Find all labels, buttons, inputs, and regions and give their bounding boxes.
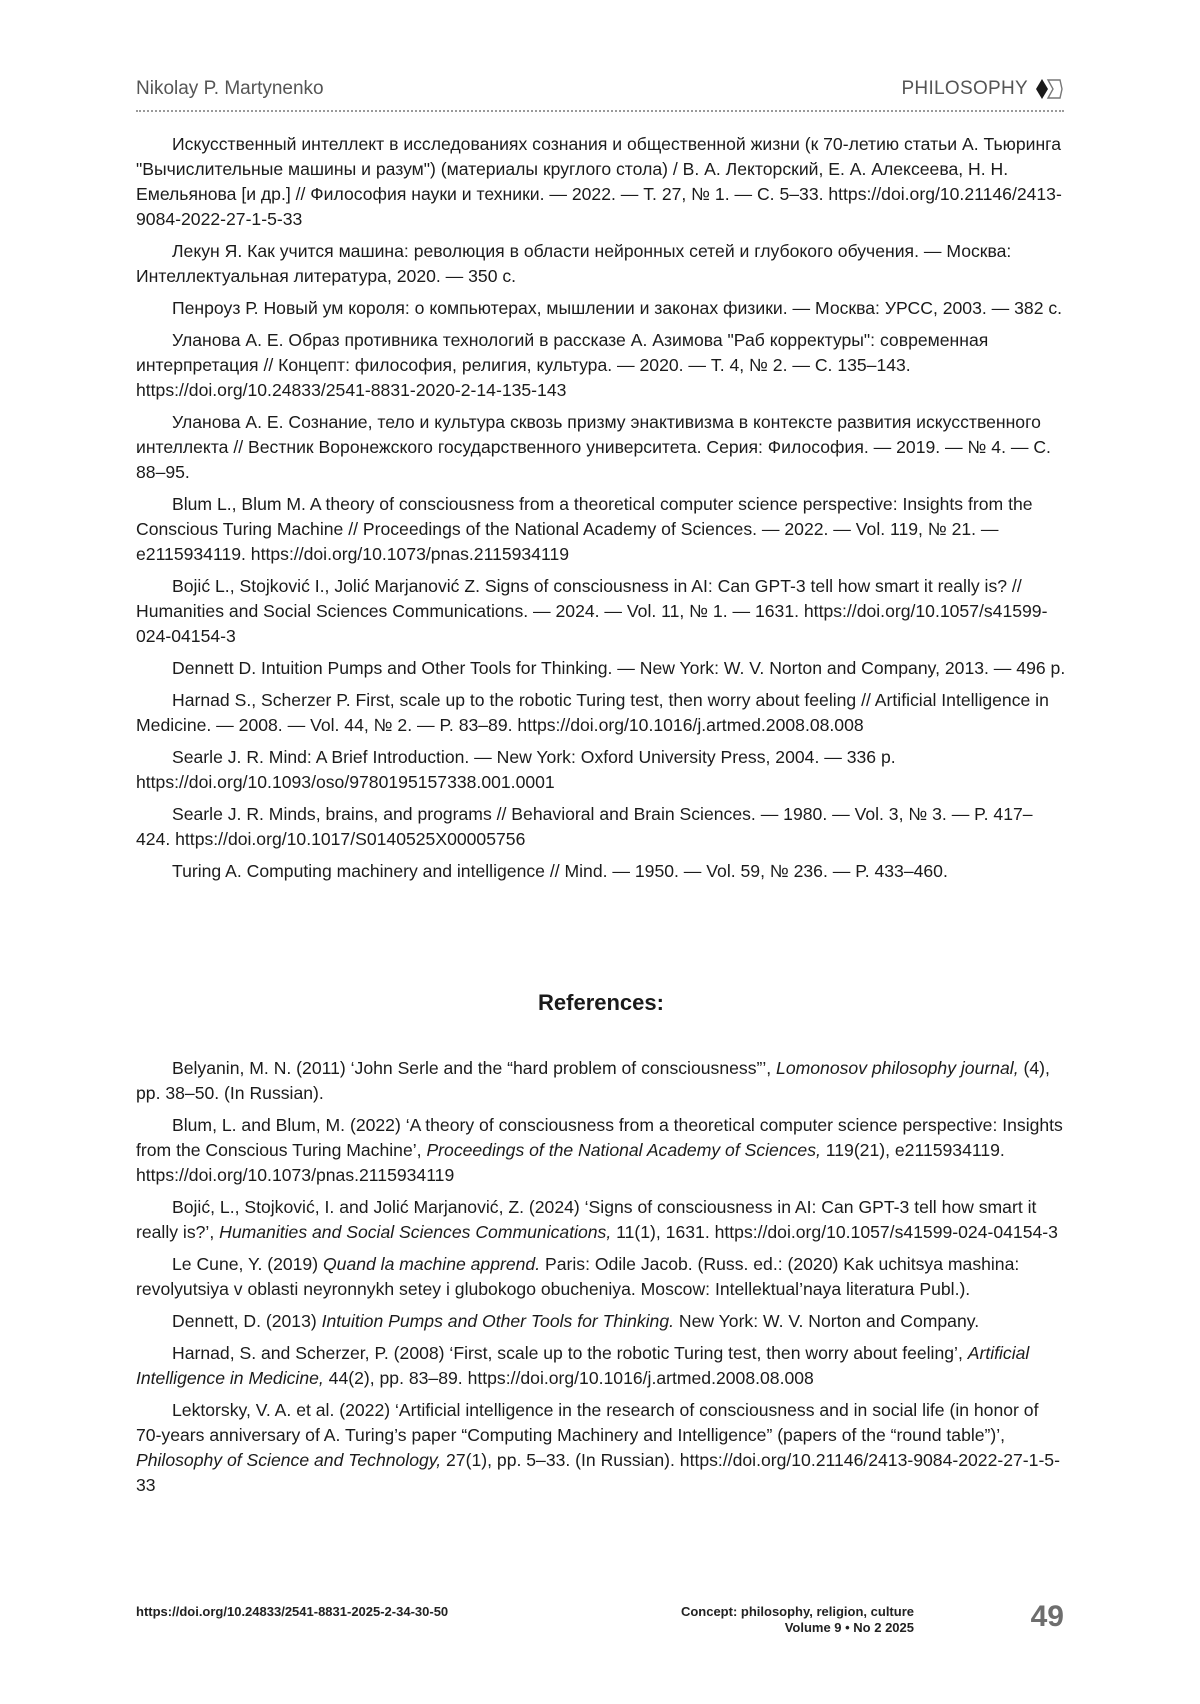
reference-item: Bojić, L., Stojković, I. and Jolić Marjanović, Z. (2024) ‘Signs of consciousness in AI: Can GPT-3 tell how smart it really is?’, Humanities and Social Sciences Communications, 11(1), 1631. https://doi.org/10.1057/s41599-024-04154-3	[136, 1197, 1058, 1242]
journal-issue: Volume 9 • No 2 2025	[784, 1620, 914, 1635]
reference-item: Dennett D. Intuition Pumps and Other Tools for Thinking. — New York: W. V. Norton and Company, 2013. — 496 p.	[172, 658, 1066, 678]
reference-item: Blum L., Blum M. A theory of consciousness from a theoretical computer science perspective: Insights from the Conscious Turing Machine // Proceedings of the National Academy of Sciences. — 2022. — Vol. 119, № 21. — e2115934119. https://doi.org/10.1073/pnas.2115934119	[136, 494, 1033, 564]
section-diamond-icon	[1034, 78, 1064, 100]
reference-item: Уланова А. Е. Образ противника технологий в рассказе А. Азимова "Раб корректуры": современная интерпретация // Концепт: философия, религия, культура. — 2020. — Т. 4, № 2. — С. 135–143. https://doi.org/10.24833/2541-8831-2020-2-14-135-143	[136, 330, 989, 400]
running-header	[136, 74, 1064, 112]
section-title: PHILOSOPHY	[901, 78, 1028, 99]
article-doi: https://doi.org/10.24833/2541-8831-2025-2-34-30-50	[136, 1604, 449, 1619]
reference-item: Dennett, D. (2013) Intuition Pumps and Other Tools for Thinking. New York: W. V. Norton and Company.	[172, 1311, 980, 1331]
reference-item: Lektorsky, V. A. et al. (2022) ‘Artificial intelligence in the research of consciousness and in social life (in honor of 70-years anniversary of A. Turing’s paper “Computing Machinery and Intelligence” (papers of the “round table”)’, Philosophy of Science and Technology, 27(1), pp. 5–33. (In Russian). https://doi.org/10.21146/2413-9084-2022-27-1-5-33	[136, 1400, 1060, 1495]
reference-item: Le Cune, Y. (2019) Quand la machine apprend. Paris: Odile Jacob. (Russ. ed.: (2020) Kak uchitsya mashina: revolyutsiya v oblasti neyronnykh setey i glubokogo obucheniya. Moscow: Intellektual’naya literatura Publ.).	[136, 1254, 1020, 1299]
page-number: 49	[1030, 1600, 1064, 1633]
journal-title: Concept: philosophy, religion, culture	[680, 1604, 914, 1619]
journal-info	[681, 1604, 914, 1636]
reference-item: Turing A. Computing machinery and intelligence // Mind. — 1950. — Vol. 59, № 236. — P. 433–460.	[172, 861, 948, 881]
references-heading: References:	[538, 990, 664, 1015]
reference-list-english	[136, 1056, 1066, 1505]
reference-item: Пенроуз Р. Новый ум короля: о компьютерах, мышлении и законах физики. — Москва: УРСС, 2003. — 382 с.	[172, 298, 1063, 318]
page-footer	[136, 1600, 1064, 1644]
reference-item: Harnad S., Scherzer P. First, scale up to the robotic Turing test, then worry about feeling // Artificial Intelligence in Medicine. — 2008. — Vol. 44, № 2. — P. 83–89. https://doi.org/10.1016/j.artmed.2008.08.008	[136, 690, 1049, 735]
reference-item: Blum, L. and Blum, M. (2022) ‘A theory of consciousness from a theoretical computer science perspective: Insights from the Conscious Turing Machine’, Proceedings of the National Academy of Sciences, 119(21), e2115934119. https://doi.org/10.1073/pnas.2115934119	[136, 1115, 1063, 1185]
reference-item: Harnad, S. and Scherzer, P. (2008) ‘First, scale up to the robotic Turing test, then worry about feeling’, Artificial Intelligence in Medicine, 44(2), pp. 83–89. https://doi.org/10.1016/j.artmed.2008.08.008	[136, 1343, 1030, 1388]
reference-item: Belyanin, M. N. (2011) ‘John Serle and the “hard problem of consciousness”’, Lomonosov philosophy journal, (4), pp. 38–50. (In Russian).	[136, 1058, 1050, 1103]
reference-list-russian	[136, 132, 1066, 891]
running-section	[901, 78, 1064, 100]
reference-item: Искусственный интеллект в исследованиях сознания и общественной жизни (к 70-летию статьи А. Тьюринга "Вычислительные машины и разум") (материалы круглого стола) / В. А. Лекторский, Е. А. Алексеева, Н. Н. Емельянова [и др.] // Философия науки и техники. — 2022. — Т. 27, № 1. — С. 5–33. https://doi.org/10.21146/2413-9084-2022-27-1-5-33	[136, 134, 1062, 229]
reference-item: Searle J. R. Minds, brains, and programs // Behavioral and Brain Sciences. — 1980. — Vol. 3, № 3. — P. 417–424. https://doi.org/10.1017/S0140525X00005756	[136, 804, 1033, 849]
reference-item: Bojić L., Stojković I., Jolić Marjanović Z. Signs of consciousness in AI: Can GPT-3 tell how smart it really is? // Humanities and Social Sciences Communications. — 2024. — Vol. 11, № 1. — 1631. https://doi.org/10.1057/s41599-024-04154-3	[136, 576, 1048, 646]
running-author: Nikolay P. Martynenko	[136, 78, 324, 99]
reference-item: Уланова А. Е. Сознание, тело и культура сквозь призму энактивизма в контексте развития искусственного интеллекта // Вестник Воронежского государственного университета. Серия: Философия. — 2019. — № 4. — С. 88–95.	[136, 412, 1051, 482]
reference-item: Searle J. R. Mind: A Brief Introduction. — New York: Oxford University Press, 2004. — 336 p. https://doi.org/10.1093/oso/9780195157338.001.0001	[136, 747, 896, 792]
reference-item: Лекун Я. Как учится машина: революция в области нейронных сетей и глубокого обучения. — Москва: Интеллектуальная литература, 2020. — 350 с.	[136, 241, 1012, 286]
